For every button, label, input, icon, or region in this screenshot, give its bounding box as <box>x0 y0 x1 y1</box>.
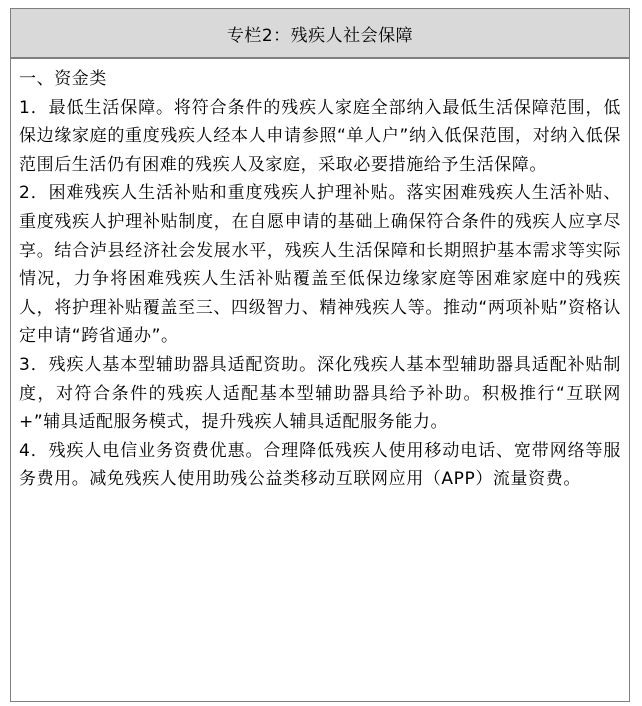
item-number: 4． <box>19 440 49 461</box>
feature-box <box>10 8 630 702</box>
box-body <box>11 59 629 494</box>
list-item <box>19 179 621 351</box>
list-item <box>19 437 621 494</box>
item-text: 困难残疾人生活补贴和重度残疾人护理补贴。落实困难残疾人生活补贴、重度残疾人护理补贴制度，在自愿申请的基础上确保符合条件的残疾人应享尽享。结合泸县经济社会发展水平，残疾人生活保障和长期照护基本需求等实际情况，力争将困难残疾人生活补贴覆盖至低保边缘家庭等困难家庭中的残疾人，将护理补贴覆盖至三、四级智力、精神残疾人等。推动“两项补贴”资格认定申请“跨省通办”。 <box>19 183 621 347</box>
item-text: 最低生活保障。将符合条件的残疾人家庭全部纳入最低生活保障范围，低保边缘家庭的重度残疾人经本人申请参照“单人户”纳入低保范围，对纳入低保范围后生活仍有困难的残疾人及家庭，采取必要措施给予生活保障。 <box>19 97 621 175</box>
item-text: 残疾人电信业务资费优惠。合理降低残疾人使用移动电话、宽带网络等服务费用。减免残疾人使用助残公益类移动互联网应用（APP）流量资费。 <box>19 440 621 490</box>
item-text: 残疾人基本型辅助器具适配资助。深化残疾人基本型辅助器具适配补贴制度，对符合条件的残疾人适配基本型辅助器具给予补助。积极推行“互联网+”辅具适配服务模式，提升残疾人辅具适配服务能力。 <box>19 354 621 433</box>
list-item <box>19 351 621 437</box>
item-number: 1． <box>19 97 49 118</box>
box-title: 专栏2：残疾人社会保障 <box>11 9 629 59</box>
item-number: 2． <box>19 183 49 204</box>
item-number: 3． <box>19 354 49 375</box>
list-item <box>19 94 621 180</box>
section-heading: 一、资金类 <box>19 69 107 89</box>
